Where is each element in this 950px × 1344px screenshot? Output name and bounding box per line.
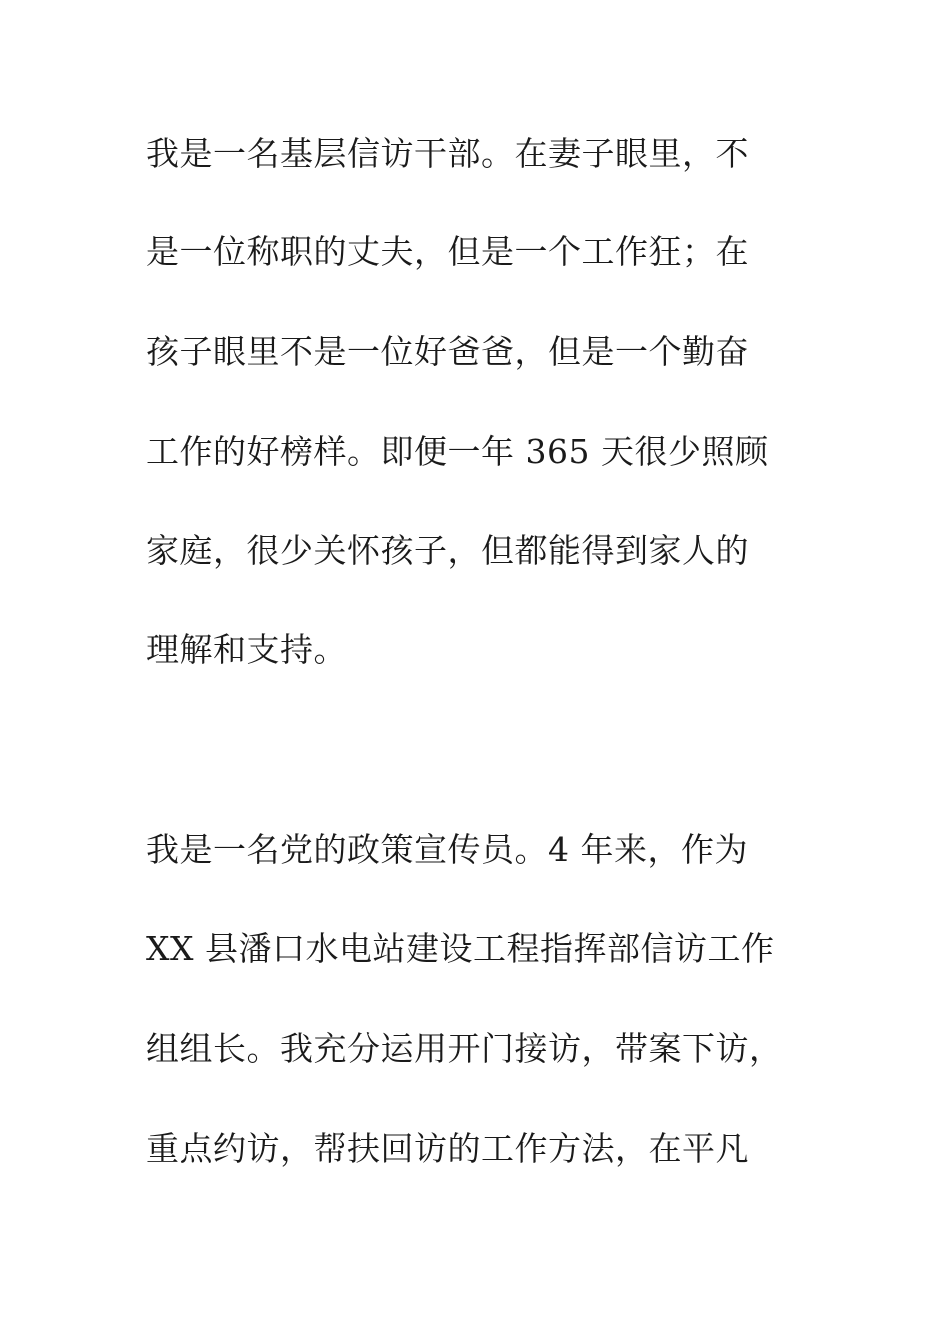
text-line: 家庭，很少关怀孩子，但都能得到家人的 [146, 531, 749, 570]
text-line: 工作的好榜样。即便一年 365 天很少照顾 [146, 432, 769, 471]
text-line: XX 县潘口水电站建设工程指挥部信访工作 [146, 929, 775, 968]
text-line: 是一位称职的丈夫，但是一个工作狂；在 [146, 232, 749, 271]
text-line: 重点约访，帮扶回访的工作方法，在平凡 [146, 1129, 749, 1168]
text-line: 孩子眼里不是一位好爸爸，但是一个勤奋 [146, 332, 749, 371]
text-line: 组组长。我充分运用开门接访，带案下访， [146, 1029, 783, 1068]
text-line: 理解和支持。 [146, 630, 347, 669]
text-line: 我是一名基层信访干部。在妻子眼里，不 [146, 134, 749, 173]
text-line: 我是一名党的政策宣传员。4 年来，作为 [146, 830, 748, 869]
